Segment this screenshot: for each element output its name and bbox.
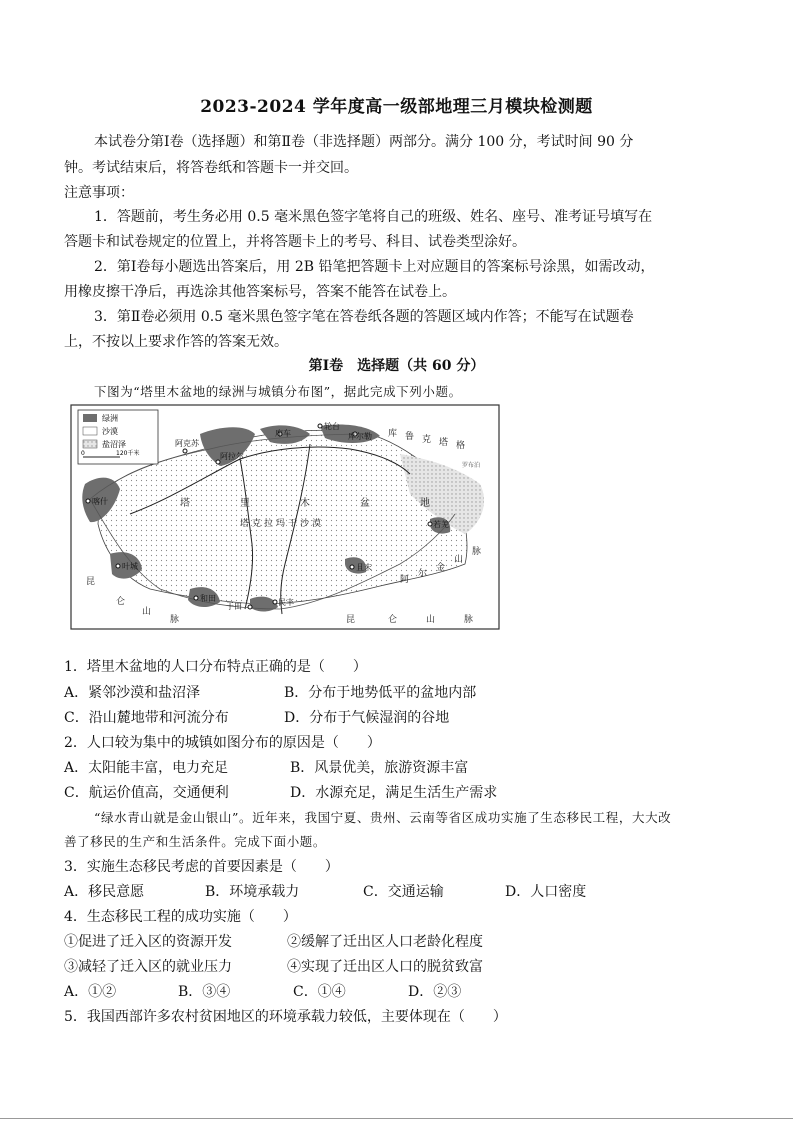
altun-1: 阿	[400, 575, 410, 585]
city-minfeng: 民丰	[278, 598, 294, 607]
kuruktag-1: 库	[388, 429, 398, 439]
city-alar: 阿拉尔	[220, 452, 244, 461]
notes-heading: 注意事项：	[64, 185, 134, 201]
scale-km: 120千米	[116, 450, 140, 457]
city-yutian: 于田	[226, 602, 242, 611]
q2-stem: 2．人口较为集中的城镇如图分布的原因是（ ）	[64, 735, 381, 751]
label-mu: 木	[300, 498, 310, 509]
q2-option-a: A．太阳能丰富，电力充足	[64, 760, 229, 776]
kunlun-1b: 昆	[346, 615, 356, 625]
q4-statement-3: ③减轻了迁入区的就业压力	[64, 959, 232, 975]
note-1a: 1．答题前，考生务必用 0.5 毫米黑色签字笔将自己的班级、姓名、座号、准考证号填写在	[94, 209, 653, 225]
kuruktag-2: 鲁	[405, 432, 415, 442]
city-aksu: 阿克苏	[175, 439, 199, 448]
legend-oasis: 绿洲	[102, 414, 118, 423]
section-heading: 第Ⅰ卷 选择题（共 60 分）	[308, 358, 485, 374]
label-lop-nur: 罗布泊	[462, 462, 481, 469]
city-kuqa: 库车	[275, 429, 291, 438]
kuruktag-4: 塔	[439, 438, 449, 448]
q1-option-b: B．分布于地势低平的盆地内部	[284, 685, 477, 701]
altun-5: 脉	[472, 547, 482, 557]
altun-2: 尔	[418, 569, 428, 579]
city-qiemo: 且末	[356, 563, 372, 572]
intro-line-2: 钟。考试结束后，将答卷纸和答题卡一并交回。	[64, 160, 358, 176]
kuruktag-5: 格	[456, 441, 466, 451]
q4-option-a: A．①②	[64, 984, 117, 1000]
q3-option-c: C．交通运输	[363, 884, 444, 900]
label-taklamakan: 塔克拉玛干沙漠	[240, 519, 325, 529]
intro-line-1: 本试卷分第Ⅰ卷（选择题）和第Ⅱ卷（非选择题）两部分。满分 100 分，考试时间 90 分	[94, 134, 634, 150]
q4-stem: 4．生态移民工程的成功实施（ ）	[64, 909, 297, 925]
page-title: 2023-2024 学年度高一级部地理三月模块检测题	[200, 97, 593, 117]
q1-option-d: D．分布于气候湿润的谷地	[284, 710, 450, 726]
q3-stem: 3．实施生态移民考虑的首要因素是（ ）	[64, 859, 339, 875]
q2-option-d: D．水源充足，满足生活生产需求	[290, 785, 498, 801]
q4-option-c: C．①④	[293, 984, 346, 1000]
kunlun-4b: 脉	[464, 615, 474, 625]
city-yecheng: 叶城	[122, 562, 138, 571]
scale-zero: 0	[81, 450, 85, 457]
city-luntai: 轮台	[324, 422, 340, 431]
city-hotan: 和田	[200, 594, 216, 603]
q4-statement-2: ②缓解了迁出区人口老龄化程度	[287, 934, 483, 950]
kunlun-3b: 山	[426, 615, 436, 625]
kunlun-2a: 仑	[116, 597, 126, 607]
map-intro: 下图为“塔里木盆地的绿洲与城镇分布图”，据此完成下列小题。	[94, 384, 462, 399]
page-bottom-rule	[0, 1118, 793, 1119]
label-pen: 盆	[360, 498, 370, 509]
q1-option-c: C．沿山麓地带和河流分布	[64, 710, 229, 726]
label-ta: 塔	[180, 498, 190, 509]
q1-option-a: A．紧邻沙漠和盐沼泽	[64, 685, 201, 701]
legend-salt-marsh: 盐沼泽	[102, 440, 126, 449]
q3-option-d: D．人口密度	[505, 884, 587, 900]
q1-stem: 1．塔里木盆地的人口分布特点正确的是（ ）	[64, 659, 367, 675]
note-1b: 答题卡和试卷规定的位置上，并将答题卡上的考号、科目、试卷类型涂好。	[64, 234, 526, 250]
tarim-basin-map	[70, 404, 500, 630]
q3-option-b: B．环境承载力	[205, 884, 300, 900]
altun-4: 山	[454, 555, 464, 565]
q5-stem: 5．我国西部许多农村贫困地区的环境承载力较低，主要体现在（ ）	[64, 1009, 507, 1025]
note-3a: 3．第Ⅱ卷必须用 0.5 毫米黑色签字笔在答卷纸各题的答题区域内作答；不能写在试题卷	[94, 309, 634, 325]
kunlun-3a: 山	[142, 607, 152, 617]
passage-line-1: “绿水青山就是金山银山”。近年来，我国宁夏、贵州、云南等省区成功实施了生态移民工程，大大改	[94, 810, 672, 825]
altun-3: 金	[436, 563, 446, 573]
q4-option-d: D．②③	[408, 984, 462, 1000]
label-li: 里	[240, 498, 250, 509]
kunlun-1a: 昆	[86, 577, 96, 587]
kunlun-2b: 仑	[388, 615, 398, 625]
q3-option-a: A．移民意愿	[64, 884, 145, 900]
q4-option-b: B．③④	[178, 984, 231, 1000]
kuruktag-3: 克	[422, 435, 432, 445]
city-kashgar: 喀什	[92, 497, 108, 506]
city-ruoqiang: 若羌	[433, 520, 449, 529]
note-2a: 2．第Ⅰ卷每小题选出答案后，用 2B 铅笔把答题卡上对应题目的答案标号涂黑，如需改动，	[94, 259, 655, 275]
note-2b: 用橡皮擦干净后，再选涂其他答案标号，答案不能答在试卷上。	[64, 284, 456, 300]
legend-desert: 沙漠	[102, 427, 118, 436]
kunlun-4a: 脉	[170, 615, 180, 625]
note-3b: 上，不按以上要求作答的答案无效。	[64, 334, 288, 350]
passage-line-2: 善了移民的生产和生活条件。完成下面小题。	[64, 834, 327, 849]
city-korla: 库尔勒	[348, 432, 372, 441]
q2-option-b: B．风景优美，旅游资源丰富	[290, 760, 469, 776]
q4-statement-1: ①促进了迁入区的资源开发	[64, 934, 232, 950]
q4-statement-4: ④实现了迁出区人口的脱贫致富	[287, 959, 483, 975]
label-di: 地	[420, 498, 430, 509]
q2-option-c: C．航运价值高，交通便利	[64, 785, 229, 801]
